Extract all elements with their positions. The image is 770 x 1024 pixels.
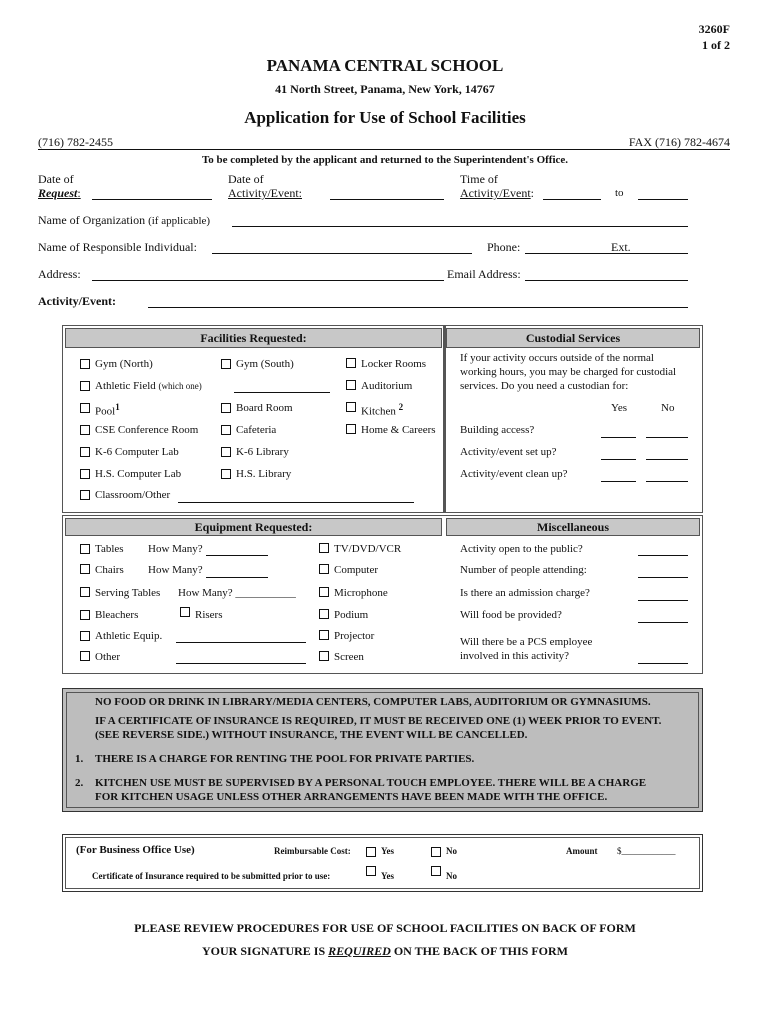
computer-checkbox[interactable] (319, 564, 329, 574)
open-public-label: Activity open to the public? (460, 543, 583, 555)
date-of-activity-field[interactable] (330, 199, 444, 200)
athletic-field-label: Athletic Field (which one) (95, 380, 202, 392)
address-field[interactable] (92, 280, 444, 281)
projector-label: Projector (334, 630, 375, 642)
activity-event-date-label: Activity/Event: (228, 186, 302, 200)
office-use-title: (For Business Office Use) (76, 844, 195, 856)
facilities-header: Facilities Requested: (65, 328, 442, 348)
home-careers-checkbox[interactable] (346, 424, 356, 434)
serving-tables-checkbox[interactable] (80, 587, 90, 597)
phone-field[interactable] (525, 253, 688, 254)
locker-rooms-checkbox[interactable] (346, 358, 356, 368)
other-label: Other (95, 651, 121, 663)
chairs-how-many-label: How Many? (148, 564, 203, 576)
custodial-header: Custodial Services (446, 328, 700, 348)
projector-checkbox[interactable] (319, 630, 329, 640)
notice-pool: THERE IS A CHARGE FOR RENTING THE POOL FOR PRIVATE PARTIES. (95, 753, 475, 765)
address-label: Address: (38, 267, 81, 281)
open-public-field[interactable] (638, 555, 688, 556)
chairs-checkbox[interactable] (80, 564, 90, 574)
podium-checkbox[interactable] (319, 609, 329, 619)
footer-review: PLEASE REVIEW PROCEDURES FOR USE OF SCHOOL FACILITIES ON BACK OF FORM (134, 921, 636, 935)
bleachers-checkbox[interactable] (80, 610, 90, 620)
cert-no-label: No (446, 871, 457, 881)
set-up-no-field[interactable] (646, 459, 688, 460)
responsible-label: Name of Responsible Individual: (38, 240, 197, 254)
date-of-label: Date of (38, 172, 74, 186)
classroom-other-label: Classroom/Other (95, 489, 171, 501)
custodial-no-label: No (661, 402, 675, 414)
tables-count-field[interactable] (206, 555, 268, 556)
microphone-label: Microphone (334, 587, 388, 599)
reimbursable-label: Reimbursable Cost: (274, 846, 351, 856)
set-up-label: Activity/event set up? (460, 446, 557, 458)
k6-library-label: K-6 Library (236, 446, 289, 458)
chairs-label: Chairs (95, 564, 124, 576)
chairs-count-field[interactable] (206, 577, 268, 578)
screen-checkbox[interactable] (319, 651, 329, 661)
other-checkbox[interactable] (80, 651, 90, 661)
header-divider (38, 149, 730, 150)
org-name-label: Name of Organization (if applicable) (38, 213, 211, 227)
building-access-no-field[interactable] (646, 437, 688, 438)
fax-number: FAX (716) 782-4674 (628, 135, 730, 149)
notice-insurance-2: (SEE REVERSE SIDE.) WITHOUT INSURANCE, THE EVENT WILL BE CANCELLED. (95, 729, 528, 741)
serving-tables-label: Serving Tables (95, 587, 161, 599)
custodial-text-3: services. Do you need a custodian for: (460, 380, 629, 392)
k6-lab-checkbox[interactable] (80, 447, 90, 457)
bleachers-label: Bleachers (95, 609, 139, 621)
custodial-text-1: If your activity occurs outside of the normal (460, 352, 654, 364)
email-label: Email Address: (447, 267, 521, 281)
cse-room-checkbox[interactable] (80, 425, 90, 435)
footer-signature: YOUR SIGNATURE IS REQUIRED ON THE BACK OF THIS FORM (202, 944, 568, 958)
cert-yes-label: Yes (381, 871, 394, 881)
school-name: PANAMA CENTRAL SCHOOL (266, 56, 504, 75)
form-code: 3260F (698, 22, 730, 36)
notice-num-1: 1. (75, 753, 84, 765)
k6-lab-label: K-6 Computer Lab (95, 446, 179, 458)
num-people-field[interactable] (638, 577, 688, 578)
misc-header: Miscellaneous (446, 518, 700, 536)
building-access-label: Building access? (460, 424, 535, 436)
k6-library-checkbox[interactable] (221, 447, 231, 457)
pool-label: Pool$^1$ (95, 402, 120, 418)
admission-field[interactable] (638, 600, 688, 601)
request-label: Request: (38, 186, 81, 200)
gym-north-label: Gym (North) (95, 358, 153, 370)
set-up-yes-field[interactable] (601, 459, 636, 460)
section-divider (443, 325, 446, 513)
phone-label: Phone: (487, 240, 521, 254)
notice-no-food: NO FOOD OR DRINK IN LIBRARY/MEDIA CENTERS, COMPUTER LABS, AUDITORIUM OR GYMNASIUMS. (95, 696, 651, 708)
custodial-text-2: working hours, you may be charged for custodial (460, 366, 677, 378)
kitchen-checkbox[interactable] (346, 402, 356, 412)
responsible-field[interactable] (212, 253, 472, 254)
microphone-checkbox[interactable] (319, 587, 329, 597)
cert-label: Certificate of Insurance required to be submitted prior to use: (92, 871, 331, 881)
notice-num-2: 2. (75, 777, 84, 789)
auditorium-label: Auditorium (361, 380, 413, 392)
gym-south-checkbox[interactable] (221, 359, 231, 369)
board-room-checkbox[interactable] (221, 403, 231, 413)
pcs-label-1: Will there be a PCS employee (460, 636, 593, 648)
computer-label: Computer (334, 564, 378, 576)
hs-lab-checkbox[interactable] (80, 469, 90, 479)
food-label: Will food be provided? (460, 609, 562, 621)
to-label: to (615, 187, 624, 199)
athletic-equip-label: Athletic Equip. (95, 630, 163, 642)
amount-label: Amount (566, 846, 598, 856)
home-careers-label: Home & Careers (361, 424, 436, 436)
activity-event-label: Activity/Event: (38, 294, 116, 308)
tv-label: TV/DVD/VCR (334, 543, 402, 555)
building-access-yes-field[interactable] (601, 437, 636, 438)
kitchen-label: Kitchen $^2$ (361, 402, 404, 418)
phone-number: (716) 782-2455 (38, 135, 113, 149)
cafeteria-label: Cafeteria (236, 424, 277, 436)
cert-yes-checkbox[interactable] (366, 866, 376, 876)
screen-label: Screen (334, 651, 364, 663)
tables-label: Tables (95, 543, 124, 555)
email-field[interactable] (525, 280, 688, 281)
hs-library-label: H.S. Library (236, 468, 292, 480)
cert-no-checkbox[interactable] (431, 866, 441, 876)
risers-checkbox[interactable] (180, 607, 190, 617)
athletic-field-checkbox[interactable] (80, 381, 90, 391)
activity-event-field[interactable] (148, 307, 688, 308)
podium-label: Podium (334, 609, 369, 621)
classroom-other-field[interactable] (178, 502, 414, 503)
amount-field[interactable]: $____________ (617, 846, 676, 856)
pool-checkbox[interactable] (80, 403, 90, 413)
time-of-label: Time of (460, 172, 498, 186)
clean-up-label: Activity/event clean up? (460, 468, 568, 480)
num-people-label: Number of people attending: (460, 564, 587, 576)
date-of-label-2: Date of (228, 172, 264, 186)
instruction: To be completed by the applicant and returned to the Superintendent's Office. (201, 154, 569, 166)
cse-room-label: CSE Conference Room (95, 424, 199, 436)
school-address: 41 North Street, Panama, New York, 14767 (275, 82, 495, 96)
date-of-request-field[interactable] (92, 199, 212, 200)
reimbursable-yes-checkbox[interactable] (366, 847, 376, 857)
athletic-equip-field[interactable] (176, 642, 306, 643)
notice-kitchen-1: KITCHEN USE MUST BE SUPERVISED BY A PERSONAL TOUCH EMPLOYEE. THERE WILL BE A CHARGE (95, 777, 647, 789)
form-title: Application for Use of School Facilities (244, 108, 526, 127)
cafeteria-checkbox[interactable] (221, 425, 231, 435)
custodial-yes-label: Yes (611, 402, 628, 414)
reimbursable-yes-label: Yes (381, 846, 394, 856)
equipment-header: Equipment Requested: (65, 518, 442, 536)
tables-checkbox[interactable] (80, 544, 90, 554)
other-field[interactable] (176, 663, 306, 664)
locker-rooms-label: Locker Rooms (361, 358, 427, 370)
tables-how-many-label: How Many? (148, 543, 203, 555)
notice-insurance-1: IF A CERTIFICATE OF INSURANCE IS REQUIRED, IT MUST BE RECEIVED ONE (1) WEEK PRIOR TO EVENT. (95, 715, 662, 727)
tv-checkbox[interactable] (319, 543, 329, 553)
auditorium-checkbox[interactable] (346, 380, 356, 390)
reimbursable-no-label: No (446, 846, 457, 856)
food-field[interactable] (638, 622, 688, 623)
pcs-field[interactable] (638, 663, 688, 664)
clean-up-yes-field[interactable] (601, 481, 636, 482)
admission-label: Is there an admission charge? (460, 587, 590, 599)
serving-tables-how-many[interactable]: How Many? ___________ (178, 587, 296, 599)
gym-north-checkbox[interactable] (80, 359, 90, 369)
org-name-field[interactable] (232, 226, 688, 227)
hs-library-checkbox[interactable] (221, 469, 231, 479)
pcs-label-2: involved in this activity? (460, 650, 570, 662)
athletic-equip-checkbox[interactable] (80, 631, 90, 641)
time-start-field[interactable] (543, 199, 601, 200)
reimbursable-no-checkbox[interactable] (431, 847, 441, 857)
classroom-other-checkbox[interactable] (80, 490, 90, 500)
page-indicator: 1 of 2 (702, 38, 730, 52)
notice-kitchen-2: FOR KITCHEN USAGE UNLESS OTHER ARRANGEMENTS HAVE BEEN MADE WITH THE OFFICE. (95, 791, 608, 803)
board-room-label: Board Room (236, 402, 293, 414)
hs-lab-label: H.S. Computer Lab (95, 468, 182, 480)
time-end-field[interactable] (638, 199, 688, 200)
gym-south-label: Gym (South) (236, 358, 294, 370)
risers-label: Risers (195, 609, 223, 621)
ext-label: Ext. (611, 240, 631, 254)
athletic-field-which-field[interactable] (234, 392, 330, 393)
clean-up-no-field[interactable] (646, 481, 688, 482)
